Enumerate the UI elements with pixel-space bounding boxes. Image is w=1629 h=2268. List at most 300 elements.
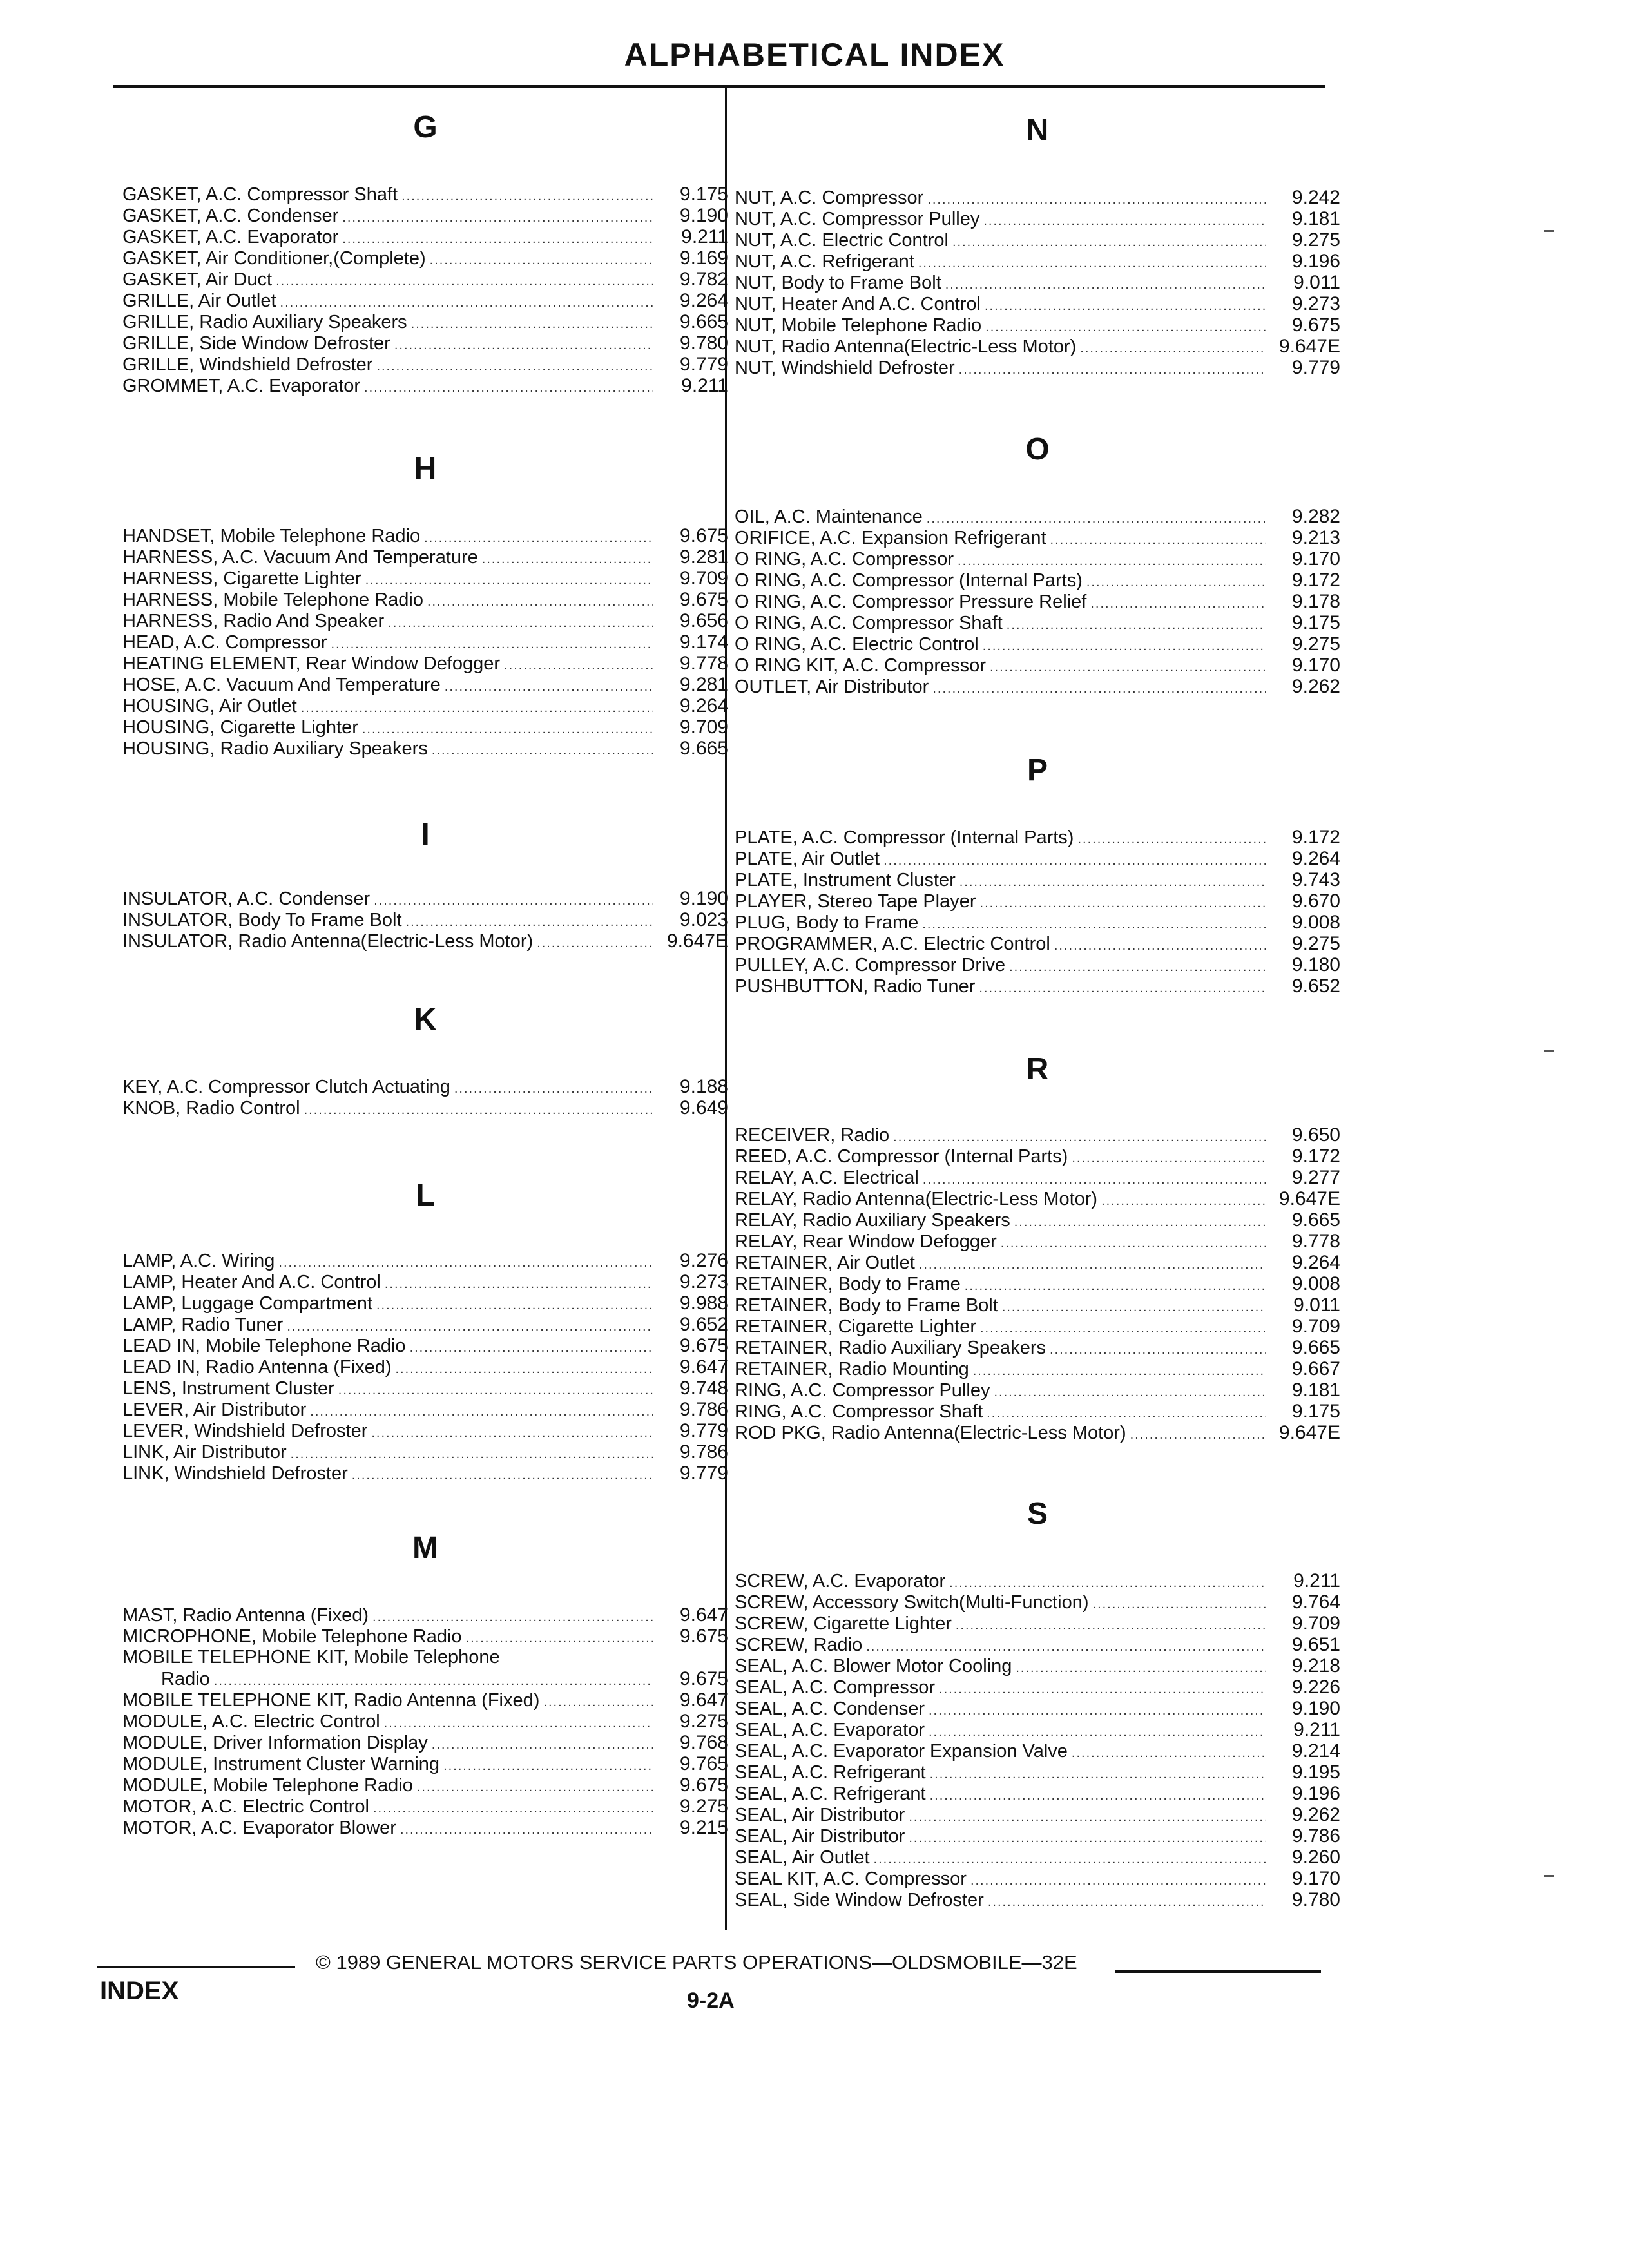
- dot-leader: [927, 508, 1266, 530]
- entry-description: SEAL, A.C. Blower Motor Cooling: [735, 1656, 1012, 1677]
- entry-description: RETAINER, Body to Frame: [735, 1274, 961, 1294]
- entry-page-ref: 9.008: [1291, 912, 1340, 933]
- dot-leader: [371, 1423, 653, 1444]
- entry-description: SCREW, Radio: [735, 1635, 863, 1655]
- entry-page-ref: 9.275: [679, 1796, 728, 1817]
- entry-description: NUT, Mobile Telephone Radio: [735, 315, 982, 336]
- entry-page-ref: 9.675: [679, 589, 728, 610]
- entry-description: RETAINER, Radio Mounting: [735, 1359, 969, 1379]
- entry-page-ref: 9.709: [1291, 1613, 1340, 1634]
- index-entry: [122, 1796, 728, 1817]
- section-letter-l: L: [416, 1178, 435, 1213]
- entry-page-ref: 9.170: [1291, 1868, 1340, 1889]
- dot-leader: [927, 189, 1266, 211]
- index-entry: [735, 229, 1340, 251]
- entry-description: HEATING ELEMENT, Rear Window Defogger: [122, 653, 501, 674]
- entry-description: HOUSING, Radio Auxiliary Speakers: [122, 738, 428, 759]
- dot-leader: [1001, 1233, 1266, 1254]
- entry-page-ref: 9.778: [679, 653, 728, 674]
- entry-description: PULLEY, A.C. Compressor Drive: [735, 955, 1006, 975]
- footer-rule-left: [97, 1966, 295, 1968]
- entry-page-ref: 9.675: [679, 525, 728, 546]
- index-entry: [122, 1356, 728, 1378]
- entry-description: GROMMET, A.C. Evaporator: [122, 376, 361, 396]
- entry-description: GASKET, Air Duct: [122, 269, 273, 290]
- dot-leader: [401, 186, 653, 207]
- entry-page-ref: 9.226: [1291, 1677, 1340, 1698]
- dot-leader: [1002, 1297, 1266, 1318]
- dot-leader: [395, 1359, 653, 1380]
- index-entry: [735, 1847, 1340, 1868]
- dot-leader: [893, 1127, 1266, 1148]
- entry-description: SCREW, A.C. Evaporator: [735, 1571, 946, 1591]
- index-entry: [122, 610, 728, 631]
- index-entry: [735, 208, 1340, 229]
- entry-description: SCREW, Cigarette Lighter: [735, 1613, 952, 1634]
- index-entry: [735, 633, 1340, 655]
- entry-page-ref: 9.652: [1291, 975, 1340, 997]
- entry-page-ref: 9.008: [1291, 1273, 1340, 1294]
- title-rule: [113, 85, 1325, 88]
- dot-leader: [394, 335, 653, 356]
- dot-leader: [932, 678, 1266, 700]
- index-entry: [735, 1868, 1340, 1889]
- index-entry: [735, 1146, 1340, 1167]
- page-title: ALPHABETICAL INDEX: [624, 37, 1005, 73]
- dot-leader: [424, 528, 653, 549]
- footer-page-number: 9-2A: [687, 1988, 735, 2013]
- entry-page-ref: 9.779: [679, 1420, 728, 1441]
- index-entry: [735, 1422, 1340, 1443]
- index-entry: [122, 184, 728, 205]
- index-entry: [735, 1762, 1340, 1783]
- index-entry: [122, 631, 728, 653]
- entry-description: LINK, Air Distributor: [122, 1442, 287, 1463]
- index-entry: [122, 589, 728, 610]
- dot-leader: [922, 914, 1266, 936]
- entry-page-ref: 9.675: [679, 1774, 728, 1796]
- index-entry: [735, 272, 1340, 293]
- entry-page-ref: 9.215: [679, 1817, 728, 1838]
- dot-leader: [276, 271, 653, 293]
- entry-page-ref: 9.782: [679, 269, 728, 290]
- margin-mark: [1544, 1875, 1554, 1877]
- entry-description: OUTLET, Air Distributor: [735, 677, 929, 697]
- entry-description: HANDSET, Mobile Telephone Radio: [122, 526, 421, 546]
- entry-description: SEAL, A.C. Condenser: [735, 1698, 925, 1719]
- index-entry: [122, 1293, 728, 1314]
- index-entry: [735, 676, 1340, 697]
- entry-description: ROD PKG, Radio Antenna(Electric-Less Motor): [735, 1423, 1126, 1443]
- footer-section-label: INDEX: [100, 1977, 179, 2005]
- section-letter-h: H: [414, 452, 437, 486]
- dot-leader: [930, 1785, 1266, 1807]
- margin-mark: [1544, 230, 1554, 232]
- entry-page-ref: 9.675: [679, 1335, 728, 1356]
- index-entry: [122, 1732, 728, 1753]
- entry-page-ref: 9.778: [1291, 1231, 1340, 1252]
- entry-page-ref: 9.647E: [1278, 1188, 1340, 1209]
- dot-leader: [1086, 572, 1266, 593]
- index-entry: [122, 738, 728, 759]
- dot-leader: [983, 636, 1266, 657]
- entry-page-ref: 9.181: [1291, 1379, 1340, 1401]
- index-list-m: [122, 1604, 728, 1838]
- entry-description: GASKET, Air Conditioner,(Complete): [122, 248, 426, 269]
- entry-page-ref: 9.277: [1291, 1167, 1340, 1188]
- entry-description: PLATE, A.C. Compressor (Internal Parts): [735, 827, 1074, 848]
- entry-description: O RING, A.C. Compressor Pressure Relief: [735, 591, 1087, 612]
- dot-leader: [543, 1692, 653, 1713]
- index-entry: [735, 1825, 1340, 1847]
- dot-leader: [883, 850, 1266, 872]
- entry-page-ref: 9.181: [1291, 208, 1340, 229]
- entry-page-ref: 9.023: [679, 909, 728, 930]
- index-entry: [735, 548, 1340, 570]
- section-letter-o: O: [1025, 432, 1050, 466]
- dot-leader: [388, 613, 653, 634]
- index-list-r: [735, 1124, 1340, 1443]
- dot-leader: [365, 570, 653, 591]
- index-entry: [735, 912, 1340, 933]
- dot-leader: [930, 1764, 1266, 1785]
- index-entry: [122, 1076, 728, 1097]
- entry-page-ref: 9.282: [1291, 506, 1340, 527]
- entry-description: RELAY, Radio Antenna(Electric-Less Motor): [735, 1189, 1098, 1209]
- entry-description: LAMP, Luggage Compartment: [122, 1293, 372, 1314]
- entry-description: KNOB, Radio Control: [122, 1098, 300, 1119]
- index-entry: [122, 1335, 728, 1356]
- entry-page-ref: 9.170: [1291, 655, 1340, 676]
- dot-leader: [374, 890, 653, 912]
- dot-leader: [959, 360, 1266, 381]
- entry-page-ref: 9.211: [681, 226, 728, 247]
- dot-leader: [482, 549, 653, 570]
- index-entry: [735, 890, 1340, 912]
- index-entry: [122, 1817, 728, 1838]
- entry-page-ref: 9.665: [1291, 1209, 1340, 1231]
- entry-description: HARNESS, Mobile Telephone Radio: [122, 590, 423, 610]
- index-entry: [122, 1753, 728, 1774]
- entry-page-ref: 9.647: [679, 1356, 728, 1378]
- dot-leader: [406, 912, 653, 933]
- section-letter-n: N: [1026, 113, 1049, 148]
- index-entry: [735, 1889, 1340, 1910]
- footer-rule-right: [1115, 1970, 1321, 1973]
- entry-description: RECEIVER, Radio: [735, 1125, 890, 1146]
- dot-leader: [1072, 1148, 1266, 1169]
- entry-page-ref: 9.175: [1291, 612, 1340, 633]
- index-entry: [122, 1668, 728, 1689]
- entry-page-ref: 9.780: [1291, 1889, 1340, 1910]
- entry-description: REED, A.C. Compressor (Internal Parts): [735, 1146, 1068, 1167]
- dot-leader: [956, 1615, 1266, 1637]
- index-entry: [735, 1740, 1340, 1762]
- index-entry: [122, 546, 728, 568]
- index-entry: [735, 591, 1340, 612]
- index-entry: [735, 1804, 1340, 1825]
- entry-page-ref: 9.172: [1291, 827, 1340, 848]
- entry-description: SEAL, A.C. Refrigerant: [735, 1783, 926, 1804]
- entry-page-ref: 9.011: [1293, 272, 1340, 293]
- entry-description: RELAY, Radio Auxiliary Speakers: [735, 1210, 1010, 1231]
- section-letter-p: P: [1027, 753, 1048, 787]
- section-letter-k: K: [414, 1003, 437, 1037]
- dot-leader: [1007, 615, 1266, 636]
- entry-page-ref: 9.175: [1291, 1401, 1340, 1422]
- entry-description: SEAL, Air Distributor: [735, 1826, 905, 1847]
- entry-description: RETAINER, Body to Frame Bolt: [735, 1295, 998, 1316]
- entry-page-ref: 9.172: [1291, 570, 1340, 591]
- index-entry: [735, 527, 1340, 548]
- dot-leader: [310, 1401, 653, 1423]
- dot-leader: [376, 1295, 653, 1316]
- dot-leader: [965, 1276, 1266, 1297]
- dot-leader: [959, 872, 1266, 893]
- index-entry: [735, 1783, 1340, 1804]
- dot-leader: [400, 1820, 653, 1841]
- entry-page-ref: 9.765: [679, 1753, 728, 1774]
- index-entry: [735, 187, 1340, 208]
- entry-description: GASKET, A.C. Condenser: [122, 206, 339, 226]
- dot-leader: [373, 1798, 653, 1820]
- dot-leader: [980, 893, 1266, 914]
- dot-leader: [973, 1361, 1266, 1382]
- entry-description: LAMP, Heater And A.C. Control: [122, 1272, 381, 1293]
- entry-description: SEAL, Air Distributor: [735, 1805, 905, 1825]
- index-entry: [122, 354, 728, 375]
- entry-page-ref: 9.211: [681, 375, 728, 396]
- dot-leader: [445, 677, 653, 698]
- entry-page-ref: 9.276: [679, 1250, 728, 1271]
- entry-description: MOBILE TELEPHONE KIT, Radio Antenna (Fixed): [122, 1690, 540, 1711]
- entry-page-ref: 9.281: [679, 546, 728, 568]
- dot-leader: [994, 1382, 1266, 1403]
- entry-description: MODULE, Driver Information Display: [122, 1733, 428, 1753]
- entry-page-ref: 9.262: [1291, 1804, 1340, 1825]
- dot-leader: [958, 551, 1266, 572]
- dot-leader: [504, 655, 653, 677]
- dot-leader: [364, 378, 653, 399]
- index-list-k: [122, 1076, 728, 1119]
- dot-leader: [430, 250, 653, 271]
- index-entry: [735, 1188, 1340, 1209]
- entry-page-ref: 9.218: [1291, 1655, 1340, 1677]
- entry-description: PLATE, Air Outlet: [735, 849, 880, 869]
- index-entry: [122, 311, 728, 332]
- entry-description: HOUSING, Cigarette Lighter: [122, 717, 358, 738]
- dot-leader: [929, 1722, 1266, 1743]
- index-entry: [122, 1314, 728, 1335]
- index-entry: [122, 888, 728, 909]
- section-letter-m: M: [412, 1531, 438, 1565]
- dot-leader: [980, 1318, 1266, 1340]
- dot-leader: [427, 591, 653, 613]
- entry-description: INSULATOR, A.C. Condenser: [122, 889, 371, 909]
- entry-description: MOTOR, A.C. Electric Control: [122, 1796, 369, 1817]
- index-entry: [735, 1167, 1340, 1188]
- entry-description: RETAINER, Air Outlet: [735, 1253, 915, 1273]
- index-entry: [122, 1250, 728, 1271]
- entry-page-ref: 9.264: [679, 695, 728, 716]
- entry-description: NUT, A.C. Refrigerant: [735, 251, 914, 272]
- entry-description: HEAD, A.C. Compressor: [122, 632, 327, 653]
- entry-description: MICROPHONE, Mobile Telephone Radio: [122, 1626, 462, 1647]
- entry-description: LAMP, A.C. Wiring: [122, 1251, 275, 1271]
- entry-page-ref: 9.786: [679, 1399, 728, 1420]
- entry-page-ref: 9.651: [1291, 1634, 1340, 1655]
- index-entry: [122, 1097, 728, 1119]
- index-entry: [735, 1209, 1340, 1231]
- entry-description: O RING, A.C. Compressor: [735, 549, 954, 570]
- entry-page-ref: 9.780: [679, 332, 728, 354]
- entry-description: NUT, A.C. Compressor Pulley: [735, 209, 980, 229]
- dot-leader: [372, 1607, 653, 1628]
- index-entry: [735, 336, 1340, 357]
- index-entry: [122, 1689, 728, 1711]
- index-entry: [122, 375, 728, 396]
- entry-description: PROGRAMMER, A.C. Electric Control: [735, 934, 1050, 954]
- index-entry: [735, 293, 1340, 314]
- entry-description: O RING, A.C. Compressor Shaft: [735, 613, 1003, 633]
- entry-description: LAMP, Radio Tuner: [122, 1314, 284, 1335]
- entry-description: GRILLE, Windshield Defroster: [122, 354, 373, 375]
- index-entry: [122, 1774, 728, 1796]
- index-entry: [735, 655, 1340, 676]
- dot-leader: [214, 1671, 653, 1692]
- dot-leader: [304, 1100, 653, 1121]
- section-letter-g: G: [413, 110, 438, 144]
- dot-leader: [1130, 1425, 1266, 1446]
- index-entry: [735, 570, 1340, 591]
- dot-leader: [985, 296, 1266, 317]
- entry-page-ref: 9.180: [1291, 954, 1340, 975]
- entry-description: NUT, Body to Frame Bolt: [735, 273, 941, 293]
- dot-leader: [352, 1465, 653, 1486]
- index-entry: [122, 290, 728, 311]
- entry-page-ref: 9.281: [679, 674, 728, 695]
- entry-page-ref: 9.665: [679, 311, 728, 332]
- dot-leader: [939, 1679, 1266, 1700]
- entry-description: SEAL, Side Window Defroster: [735, 1890, 984, 1910]
- footer-copyright: © 1989 GENERAL MOTORS SERVICE PARTS OPERATIONS—OLDSMOBILE—32E: [316, 1951, 1077, 1974]
- index-entry: [735, 954, 1340, 975]
- entry-description: MOBILE TELEPHONE KIT, Mobile Telephone: [122, 1647, 500, 1667]
- dot-leader: [970, 1870, 1266, 1892]
- entry-page-ref: 9.786: [1291, 1825, 1340, 1847]
- entry-page-ref: 9.768: [679, 1732, 728, 1753]
- index-entry: [122, 1420, 728, 1441]
- dot-leader: [866, 1637, 1266, 1658]
- section-letter-s: S: [1027, 1497, 1048, 1531]
- entry-page-ref: 9.196: [1291, 1783, 1340, 1804]
- entry-page-ref: 9.779: [1291, 357, 1340, 378]
- entry-description: NUT, Heater And A.C. Control: [735, 294, 981, 314]
- index-list-h: [122, 525, 728, 759]
- index-entry: [122, 716, 728, 738]
- entry-page-ref: 9.647E: [666, 930, 728, 952]
- entry-page-ref: 9.275: [1291, 633, 1340, 655]
- index-entry: [735, 357, 1340, 378]
- entry-description: O RING, A.C. Electric Control: [735, 634, 979, 655]
- entry-description: HARNESS, Radio And Speaker: [122, 611, 385, 631]
- entry-page-ref: 9.675: [679, 1668, 728, 1689]
- index-list-l: [122, 1250, 728, 1484]
- entry-description: NUT, Radio Antenna(Electric-Less Motor): [735, 336, 1077, 357]
- entry-page-ref: 9.665: [679, 738, 728, 759]
- entry-description: INSULATOR, Radio Antenna(Electric-Less Motor): [122, 931, 534, 952]
- dot-leader: [979, 978, 1266, 999]
- index-list-g: [122, 184, 728, 396]
- entry-page-ref: 9.211: [1293, 1719, 1340, 1740]
- entry-page-ref: 9.709: [679, 568, 728, 589]
- entry-description: GRILLE, Side Window Defroster: [122, 333, 390, 354]
- index-entry: [735, 1337, 1340, 1358]
- index-entry: [735, 827, 1340, 848]
- entry-page-ref: 9.665: [1291, 1337, 1340, 1358]
- entry-description: HARNESS, A.C. Vacuum And Temperature: [122, 547, 478, 568]
- entry-description: MODULE, Instrument Cluster Warning: [122, 1754, 440, 1774]
- dot-leader: [1072, 1743, 1266, 1764]
- entry-description: LINK, Windshield Defroster: [122, 1463, 348, 1484]
- dot-leader: [988, 1892, 1266, 1913]
- entry-page-ref: 9.275: [1291, 933, 1340, 954]
- dot-leader: [918, 253, 1266, 274]
- entry-description: SEAL, A.C. Compressor: [735, 1677, 936, 1698]
- index-entry: [122, 909, 728, 930]
- dot-leader: [985, 317, 1266, 338]
- index-entry: [735, 975, 1340, 997]
- entry-description: MOTOR, A.C. Evaporator Blower: [122, 1818, 396, 1838]
- index-entry: [735, 1273, 1340, 1294]
- index-entry: [122, 1271, 728, 1293]
- entry-description: HOUSING, Air Outlet: [122, 696, 297, 716]
- index-entry: [735, 1698, 1340, 1719]
- index-list-o: [735, 506, 1340, 697]
- dot-leader: [537, 933, 653, 954]
- index-entry: [122, 1441, 728, 1463]
- index-entry: [122, 1604, 728, 1626]
- index-entry: [122, 525, 728, 546]
- entry-page-ref: 9.650: [1291, 1124, 1340, 1146]
- index-entry: [735, 1655, 1340, 1677]
- dot-leader: [385, 1274, 653, 1295]
- entry-page-ref: 9.273: [1291, 293, 1340, 314]
- index-entry: [735, 1231, 1340, 1252]
- entry-description: MAST, Radio Antenna (Fixed): [122, 1605, 369, 1626]
- index-entry: [122, 653, 728, 674]
- dot-leader: [952, 232, 1266, 253]
- dot-leader: [1093, 1594, 1266, 1615]
- index-entry: [735, 1379, 1340, 1401]
- index-entry: [122, 226, 728, 247]
- dot-leader: [990, 657, 1266, 678]
- dot-leader: [454, 1079, 653, 1100]
- index-entry: [122, 1626, 728, 1647]
- entry-page-ref: 9.175: [679, 184, 728, 205]
- dot-leader: [923, 1169, 1266, 1191]
- entry-description: O RING KIT, A.C. Compressor: [735, 655, 986, 676]
- entry-description: GRILLE, Air Outlet: [122, 291, 276, 311]
- entry-page-ref: 9.275: [679, 1711, 728, 1732]
- dot-leader: [1009, 957, 1266, 978]
- entry-page-ref: 9.264: [1291, 1252, 1340, 1273]
- section-letter-r: R: [1026, 1052, 1049, 1086]
- entry-description: SCREW, Accessory Switch(Multi-Function): [735, 1592, 1089, 1613]
- index-entry: [122, 332, 728, 354]
- dot-leader: [1014, 1212, 1266, 1233]
- index-entry: [735, 1570, 1340, 1591]
